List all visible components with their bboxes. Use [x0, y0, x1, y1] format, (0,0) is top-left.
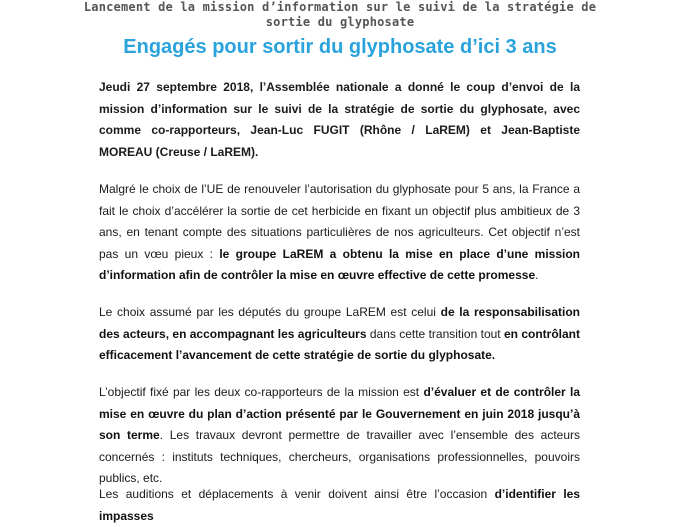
page-title: Engagés pour sortir du glyphosate d’ici 3 ans: [123, 36, 557, 58]
paragraph-hearings-text: Les auditions et déplacements à venir doivent ainsi être l’occasion: [99, 487, 495, 501]
paragraph-choice-emphasis-2: en contrôlant efficacement l’avancement de cette stratégie de sortie du glyphosate.: [99, 326, 580, 362]
paragraph-objective-emphasis: le groupe LaREM a obtenu la mise en place d’une mission d’information afin de contrôler la mise en œuvre effective de cette promesse: [99, 246, 580, 282]
paragraph-goal-end: . Les travaux devront permettre de travailler avec l’ensemble des acteurs concernés : instituts techniques, chercheurs, organisations professionnelles, pouvoirs publics, etc.: [99, 428, 580, 485]
paragraph-choice-middle: dans cette transition tout: [366, 326, 504, 341]
paragraph-hearings: [99, 484, 580, 527]
paragraph-goal: [99, 382, 580, 490]
paragraph-hearings-emphasis: d’identifier les impasses: [99, 487, 580, 523]
paragraph-objective-text: Malgré le choix de l’UE de renouveler l’autorisation du glyphosate pour 5 ans, la France a fait le choix d’accélérer la sortie de cet herbicide en fixant un objectif plus ambitieux de 3 ans, en tenant compte des situations particulières de nos agriculteurs. Cet objectif n’est pas un vœu pieux :: [99, 182, 580, 261]
paragraph-goal-text: L’objectif fixé par les deux co-rapporteurs de la mission est: [99, 385, 424, 399]
paragraph-objective: [99, 179, 580, 287]
paragraph-choice-emphasis-1: de la responsabilisation des acteurs, en accompagnant les agriculteurs: [99, 305, 580, 341]
paragraph-goal-emphasis: d’évaluer et de contrôler la mise en œuvre du plan d’action présenté par le Gouvernement en juin 2018 jusqu’à son terme: [99, 385, 580, 442]
subheading: [60, 0, 620, 30]
paragraph-intro: Jeudi 27 septembre 2018, l’Assemblée nationale a donné le coup d’envoi de la mission d’information sur le suivi de la stratégie de sortie du glyphosate, avec comme co-rapporteurs, Jean-Luc FUGIT (Rhône / LaREM) et Jean-Baptiste MOREAU (Creuse / LaREM).: [99, 80, 580, 159]
paragraph-objective-end: .: [535, 268, 539, 282]
subheading-line-2: sortie du glyphosate: [265, 15, 415, 29]
paragraph-choice: [99, 302, 580, 367]
paragraph-choice-text: Le choix assumé par les députés du groupe LaREM est celui: [99, 305, 441, 319]
subheading-line-1: Lancement de la mission d’information sur le suivi de la stratégie de: [83, 0, 597, 14]
